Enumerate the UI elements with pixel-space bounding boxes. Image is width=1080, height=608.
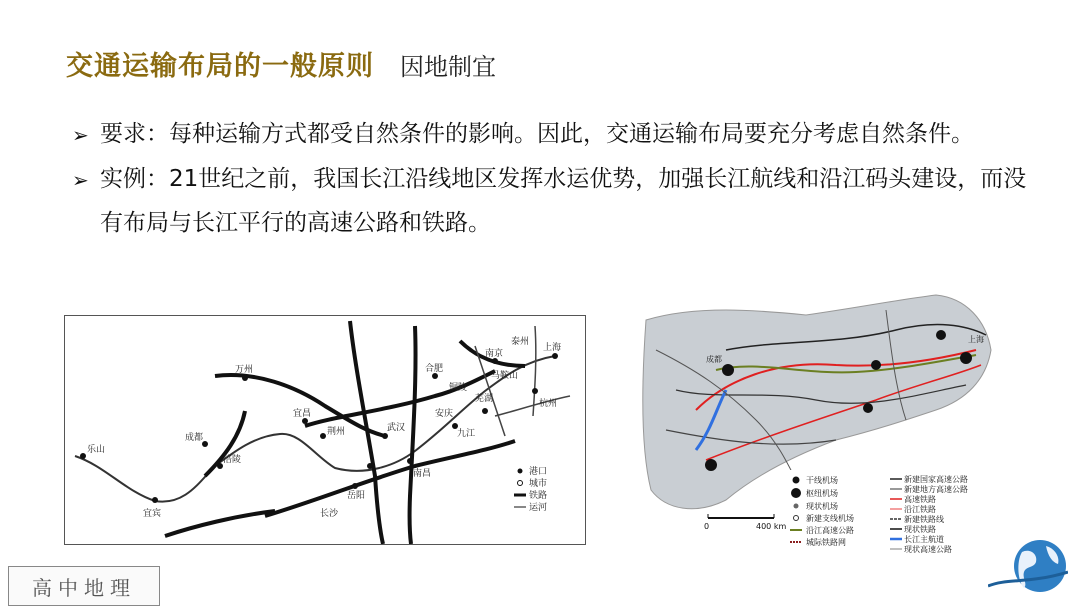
legend-label: 干线机场 [806,476,838,485]
right-map-svg [636,290,996,554]
legend-label: 新建国家高速公路 [904,475,968,484]
bullet-item [72,157,1032,245]
existing-airport-icon [794,504,799,509]
map-place-label: 成都 [185,433,204,443]
left-map-legend [514,465,547,513]
right-map-legend-left [786,470,896,554]
slide-title-row [66,44,496,83]
legend-label: 城际铁路网 [806,538,846,547]
legend-label: 城市 [529,479,548,489]
map-place-label: 乐山 [87,445,106,455]
scale-label: 0 [704,522,710,531]
legend-label: 现状铁路 [904,525,936,534]
yangtze-transport-map-right [636,290,996,554]
map-place-label: 万州 [235,365,254,375]
legend-label: 枢纽机场 [806,489,838,498]
map-place-label: 南昌 [413,469,432,479]
legend-label: 沿江铁路 [904,505,936,514]
legend-label: 运河 [529,503,548,513]
hub-airport-icon [791,488,801,498]
seal-logo: 高中地理 [8,566,160,606]
legend-label: 新建地方高速公路 [904,485,968,494]
arrow-bullet-icon: ➢ [72,168,89,192]
map-place-label: 铜陵 [449,383,468,393]
slide-title: 交通运输布局的一般原则 [66,51,374,82]
trunk-airport-icon [793,477,800,484]
map-place-label: 马鞍山 [491,371,519,381]
legend-label: 新建支线机场 [806,514,854,523]
legend-label: 长江主航道 [904,535,944,544]
map-place-label: 长沙 [320,509,339,519]
legend-label: 高速铁路 [904,495,936,504]
map-place-label: 涪陵 [223,455,242,465]
bullet-text: 要求：每种运输方式都受自然条件的影响。因此，交通运输布局要充分考虑自然条件。 [100,121,974,147]
legend-label: 现状高速公路 [904,545,952,554]
map-place-label: 九江 [457,429,476,439]
yangtze-transport-map-left [64,315,586,545]
legend-label: 铁路 [529,491,548,501]
legend-label: 新建铁路线 [904,515,944,524]
map-place-label: 岳阳 [347,491,366,501]
right-map-legend-right [890,470,996,554]
map-place-label: 合肥 [425,364,444,374]
map-place-label: 宜昌 [293,409,312,419]
map-place-label: 南京 [485,349,504,359]
left-map-svg [65,316,585,544]
bullet-item [72,112,1032,157]
slide-subtitle: 因地制宜 [400,53,496,81]
legend-label: 港口 [529,467,548,477]
map-place-label: 上海 [543,343,562,353]
map-place-label: 安庆 [435,409,454,419]
arrow-bullet-icon: ➢ [72,123,89,147]
map-place-label: 上海 [968,335,984,344]
legend-label: 沿江高速公路 [806,526,854,535]
scale-bar [704,514,786,531]
map-place-label: 泰州 [511,337,530,347]
bullet-text: 实例：21世纪之前，我国长江沿线地区发挥水运优势，加强长江航线和沿江码头建设，而没有布局与长江平行的高速公路和铁路。 [100,166,1027,236]
scale-label: 400 km [756,522,787,531]
globe-icon [988,532,1068,596]
map-place-label: 成都 [706,355,722,364]
map-place-label: 宜宾 [143,509,162,519]
map-place-label: 武汉 [387,423,406,433]
legend-label: 现状机场 [806,502,838,511]
bullet-list [72,112,1032,245]
map-place-label: 芜湖 [475,394,494,404]
map-place-label: 荆州 [327,427,346,437]
map-place-label: 杭州 [539,399,558,409]
